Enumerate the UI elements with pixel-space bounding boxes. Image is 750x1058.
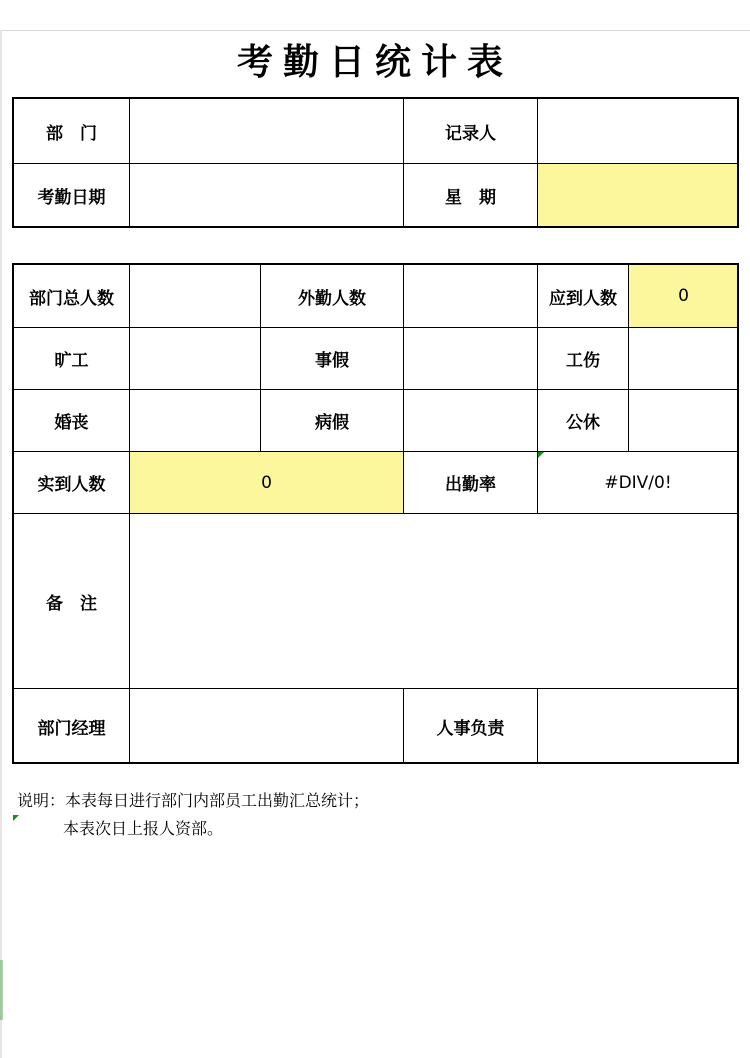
actual-count-label: 实到人数 <box>14 452 130 514</box>
remarks-cell[interactable] <box>130 514 739 689</box>
attendance-rate-cell[interactable]: #DIV/0! <box>538 452 739 514</box>
page-title: 考勤日统计表 <box>236 42 513 83</box>
expected-count-label: 应到人数 <box>538 265 629 328</box>
dept-manager-label: 部门经理 <box>14 689 130 764</box>
public-holiday-label: 公休 <box>538 390 629 452</box>
hr-owner-cell[interactable] <box>538 689 739 764</box>
marriage-funeral-cell[interactable] <box>130 390 261 452</box>
dept-label: 部 门 <box>14 99 130 164</box>
sheet-left-gutter <box>0 30 2 1058</box>
total-headcount-label: 部门总人数 <box>14 265 130 328</box>
date-cell[interactable] <box>130 164 404 228</box>
hr-owner-label: 人事负责 <box>404 689 538 764</box>
actual-count-cell[interactable]: 0 <box>130 452 404 514</box>
recorder-cell[interactable] <box>538 99 739 164</box>
personal-leave-cell[interactable] <box>404 328 538 390</box>
dept-manager-cell[interactable] <box>130 689 404 764</box>
note-cell-marker <box>13 815 19 821</box>
injury-cell[interactable] <box>629 328 739 390</box>
total-headcount-cell[interactable] <box>130 265 261 328</box>
weekday-cell[interactable] <box>538 164 739 228</box>
remarks-label: 备 注 <box>14 514 130 689</box>
outside-count-cell[interactable] <box>404 265 538 328</box>
dept-cell[interactable] <box>130 99 404 164</box>
notes-block <box>17 787 369 843</box>
formula-error-marker <box>538 452 544 458</box>
injury-label: 工伤 <box>538 328 629 390</box>
stats-table <box>13 264 739 764</box>
absent-cell[interactable] <box>130 328 261 390</box>
header-table <box>13 98 739 228</box>
weekday-label: 星 期 <box>404 164 538 228</box>
sheet-top-bar <box>0 0 750 31</box>
public-holiday-cell[interactable] <box>629 390 739 452</box>
recorder-label: 记录人 <box>404 99 538 164</box>
note-line-1: 说明：本表每日进行部门内部员工出勤汇总统计； <box>17 791 370 810</box>
personal-leave-label: 事假 <box>261 328 404 390</box>
sick-leave-label: 病假 <box>261 390 404 452</box>
note-line-2: 本表次日上报人资部。 <box>63 819 224 838</box>
absent-label: 旷工 <box>14 328 130 390</box>
sick-leave-cell[interactable] <box>404 390 538 452</box>
expected-count-cell[interactable]: 0 <box>629 265 739 328</box>
marriage-funeral-label: 婚丧 <box>14 390 130 452</box>
attendance-rate-label: 出勤率 <box>404 452 538 514</box>
sheet-edge-marker <box>0 960 3 1020</box>
outside-count-label: 外勤人数 <box>261 265 404 328</box>
date-label: 考勤日期 <box>14 164 130 228</box>
